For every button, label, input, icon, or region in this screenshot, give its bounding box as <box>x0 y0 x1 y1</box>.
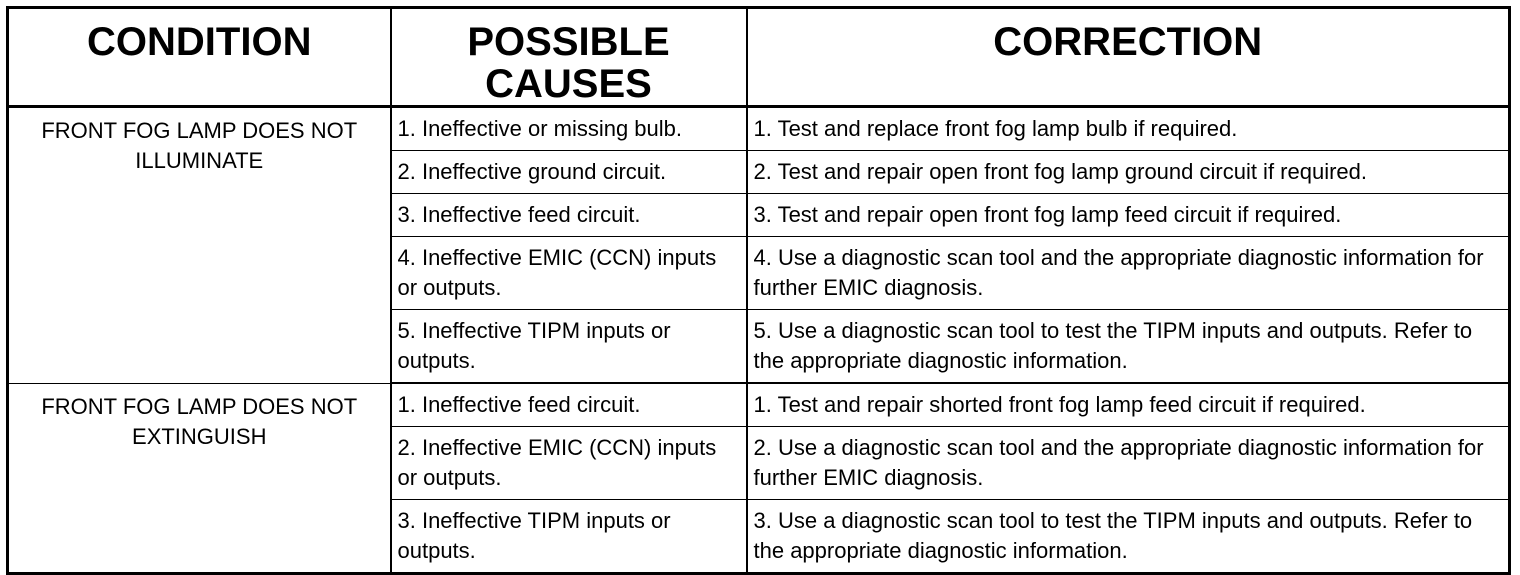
correction-cell: 3. Use a diagnostic scan tool to test the TIPM inputs and outputs. Refer to the appropriate diagnostic information. <box>747 500 1510 574</box>
cause-cell: 4. Ineffective EMIC (CCN) inputs or outputs. <box>391 237 747 310</box>
cause-cell: 3. Ineffective feed circuit. <box>391 194 747 237</box>
condition-cell: FRONT FOG LAMP DOES NOT ILLUMINATE <box>8 107 391 384</box>
cause-cell: 2. Ineffective ground circuit. <box>391 151 747 194</box>
correction-cell: 1. Test and replace front fog lamp bulb if required. <box>747 107 1510 151</box>
table-row <box>8 383 1510 427</box>
cause-cell: 1. Ineffective feed circuit. <box>391 383 747 427</box>
header-condition: CONDITION <box>8 8 391 107</box>
correction-cell: 1. Test and repair shorted front fog lamp feed circuit if required. <box>747 383 1510 427</box>
cause-cell: 5. Ineffective TIPM inputs or outputs. <box>391 310 747 384</box>
cause-cell: 3. Ineffective TIPM inputs or outputs. <box>391 500 747 574</box>
correction-cell: 2. Test and repair open front fog lamp ground circuit if required. <box>747 151 1510 194</box>
condition-cell: FRONT FOG LAMP DOES NOT EXTINGUISH <box>8 383 391 574</box>
diagnosis-table <box>6 6 1511 575</box>
correction-cell: 4. Use a diagnostic scan tool and the appropriate diagnostic information for further EMIC diagnosis. <box>747 237 1510 310</box>
correction-cell: 3. Test and repair open front fog lamp feed circuit if required. <box>747 194 1510 237</box>
cause-cell: 2. Ineffective EMIC (CCN) inputs or outputs. <box>391 427 747 500</box>
table-row <box>8 107 1510 151</box>
header-possible-causes: POSSIBLE CAUSES <box>391 8 747 107</box>
header-row <box>8 8 1510 107</box>
cause-cell: 1. Ineffective or missing bulb. <box>391 107 747 151</box>
correction-cell: 2. Use a diagnostic scan tool and the appropriate diagnostic information for further EMIC diagnosis. <box>747 427 1510 500</box>
header-correction: CORRECTION <box>747 8 1510 107</box>
correction-cell: 5. Use a diagnostic scan tool to test the TIPM inputs and outputs. Refer to the appropriate diagnostic information. <box>747 310 1510 384</box>
